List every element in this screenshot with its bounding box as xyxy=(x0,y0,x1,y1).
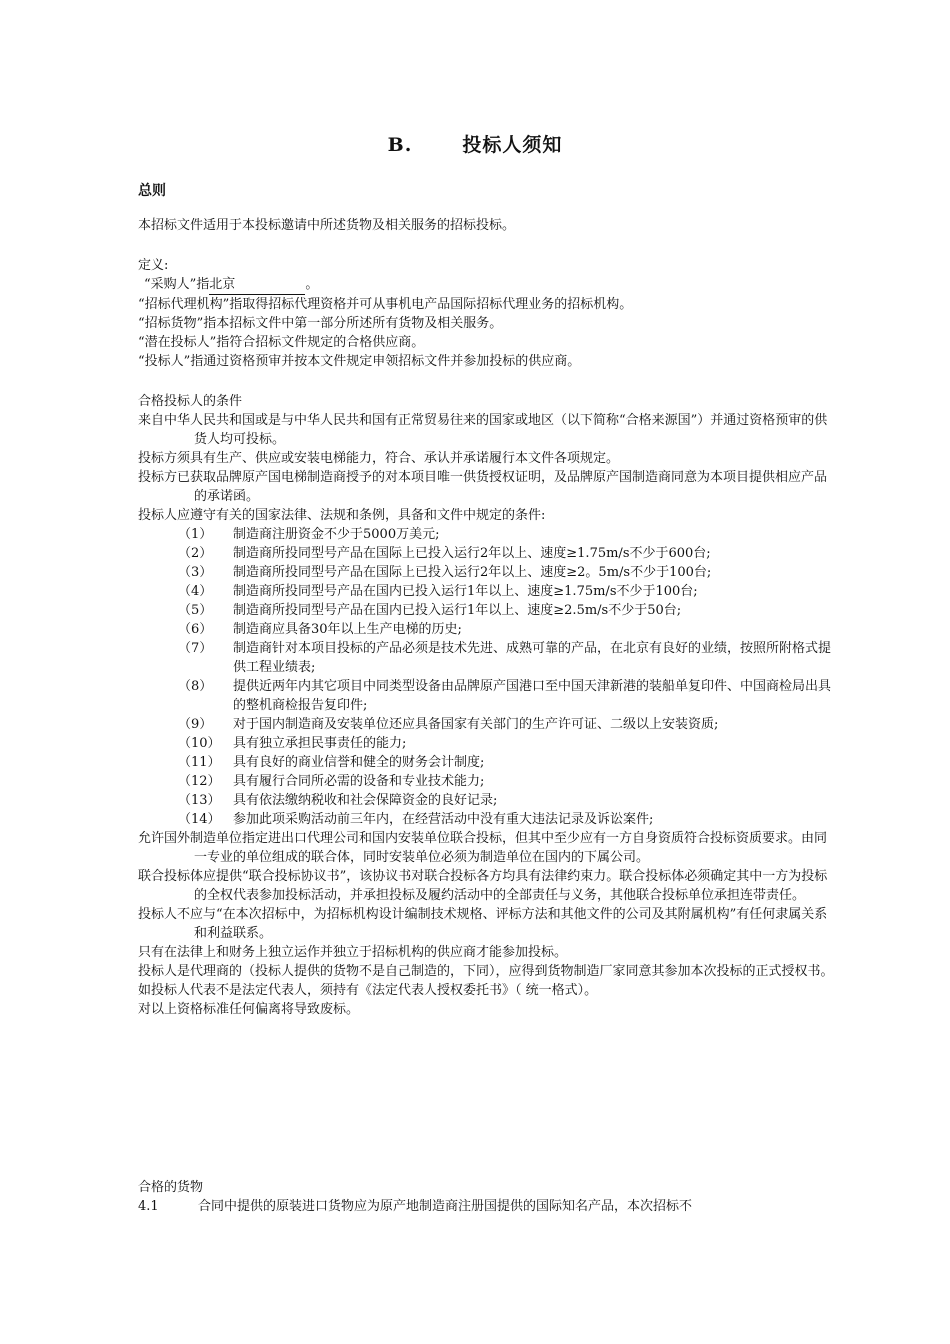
condition-item: （10） 具有独立承担民事责任的能力; xyxy=(178,736,407,751)
qualified-p11: 对以上资格标准任何偏离将导致废标。 xyxy=(138,1002,360,1017)
qualified-p2: 投标方须具有生产、供应或安装电梯能力，符合、承认并承诺履行本文件各项规定。 xyxy=(138,451,620,466)
qualified-heading: 合格投标人的条件 xyxy=(138,394,243,409)
condition-item: （8） 提供近两年内其它项目中同类型设备由品牌原产国港口至中国天津新港的装船单复印件、中国商检局出具的整机商检报告复印件; xyxy=(178,679,832,713)
goods-clause xyxy=(138,1197,838,1216)
goods-clause-text: 合同中提供的原装进口货物应为原产地制造商注册国提供的国际知名产品，本次招标不 xyxy=(198,1199,693,1214)
qualified-p10: 如投标人代表不是法定代表人，须持有《法定代表人授权委托书》（ 统一格式）。 xyxy=(138,983,598,998)
purchaser-prefix: “采购人”指 xyxy=(144,277,210,292)
condition-item: （9） 对于国内制造商及安装单位还应具备国家有关部门的生产许可证、二级以上安装资质; xyxy=(178,717,719,732)
qualified-block xyxy=(138,392,838,1019)
condition-item: （14） 参加此项采购活动前三年内，在经营活动中没有重大违法记录及诉讼案件; xyxy=(178,812,654,827)
qualified-p8: 只有在法律上和财务上独立运作并独立于招标机构的供应商才能参加投标。 xyxy=(138,945,568,960)
condition-item: （2） 制造商所投同型号产品在国际上已投入运行2年以上、速度≥1.75m/s不少于600台; xyxy=(178,546,711,561)
definition-potential-bidder: “潜在投标人”指符合招标文件规定的合格供应商。 xyxy=(138,335,425,350)
condition-item: （11） 具有良好的商业信誉和健全的财务会计制度; xyxy=(178,755,485,770)
condition-item: （7） 制造商针对本项目投标的产品必须是技术先进、成熟可靠的产品，在北京有良好的业绩，按照所附格式提供工程业绩表; xyxy=(178,641,832,675)
section-title: 投标人须知 xyxy=(462,134,563,156)
condition-item: （12） 具有履行合同所必需的设备和专业技术能力; xyxy=(178,774,485,789)
goods-heading: 合格的货物 xyxy=(138,1180,204,1195)
goods-block xyxy=(138,1178,838,1216)
purchaser-value: 北京 xyxy=(209,275,305,295)
page-title xyxy=(0,130,950,157)
qualified-p4: 投标人应遵守有关的国家法律、法规和条例，具备和文件中规定的条件: xyxy=(138,508,546,523)
qualified-p5: 允许国外制造单位指定进出口代理公司和国内安装单位联合投标，但其中至少应有一方自身资质符合投标资质要求。由同一专业的单位组成的联合体，同时安装单位必须为制造单位在国内的下属公司。 xyxy=(138,831,828,865)
scope-text: 本招标文件适用于本投标邀请中所述货物及相关服务的招标投标。 xyxy=(138,218,516,233)
section-letter: B. xyxy=(387,134,413,156)
general-heading: 总则 xyxy=(138,183,166,199)
condition-item: （4） 制造商所投同型号产品在国内已投入运行1年以上、速度≥1.75m/s不少于100台; xyxy=(178,584,698,599)
definitions-label: 定义: xyxy=(138,258,169,273)
qualified-p7: 投标人不应与“在本次招标中，为招标机构设计编制技术规格、评标方法和其他文件的公司及其附属机构”有任何隶属关系和利益联系。 xyxy=(138,907,828,941)
scope-paragraph xyxy=(138,216,838,235)
definition-purchaser xyxy=(138,275,838,295)
condition-item: （5） 制造商所投同型号产品在国内已投入运行1年以上、速度≥2.5m/s不少于50台; xyxy=(178,603,682,618)
qualified-p6: 联合投标体应提供“联合投标协议书”，该协议书对联合投标各方均具有法律约束力。联合投标体必须确定其中一方为投标的全权代表参加投标活动，并承担投标及履约活动中的全部责任与义务，其他联合投标单位承担连带责任。 xyxy=(138,869,828,903)
definitions-block xyxy=(138,256,838,371)
qualified-p9: 投标人是代理商的（投标人提供的货物不是自己制造的，下同），应得到货物制造厂家同意其参加本次投标的正式授权书。 xyxy=(138,964,834,979)
qualified-p1: 来自中华人民共和国或是与中华人民共和国有正常贸易往来的国家或地区（以下简称“合格来源国”）并通过资格预审的供货人均可投标。 xyxy=(138,413,828,447)
purchaser-suffix: 。 xyxy=(305,277,319,292)
goods-clause-number: 4.1 xyxy=(138,1199,159,1214)
condition-item: （1） 制造商注册资金不少于5000万美元; xyxy=(178,527,440,542)
condition-item: （6） 制造商应具备30年以上生产电梯的历史; xyxy=(178,622,462,637)
definition-bidder: “投标人”指通过资格预审并按本文件规定申领招标文件并参加投标的供应商。 xyxy=(138,354,581,369)
definition-agency: “招标代理机构”指取得招标代理资格并可从事机电产品国际招标代理业务的招标机构。 xyxy=(138,297,633,312)
definition-goods: “招标货物”指本招标文件中第一部分所述所有货物及相关服务。 xyxy=(138,316,503,331)
qualified-p3: 投标方已获取品牌原产国电梯制造商授予的对本项目唯一供货授权证明，及品牌原产国制造商同意为本项目提供相应产品的承诺函。 xyxy=(138,470,828,504)
condition-item: （3） 制造商所投同型号产品在国际上已投入运行2年以上、速度≥2。5m/s不少于100台; xyxy=(178,565,712,580)
condition-item: （13） 具有依法缴纳税收和社会保障资金的良好记录; xyxy=(178,793,498,808)
